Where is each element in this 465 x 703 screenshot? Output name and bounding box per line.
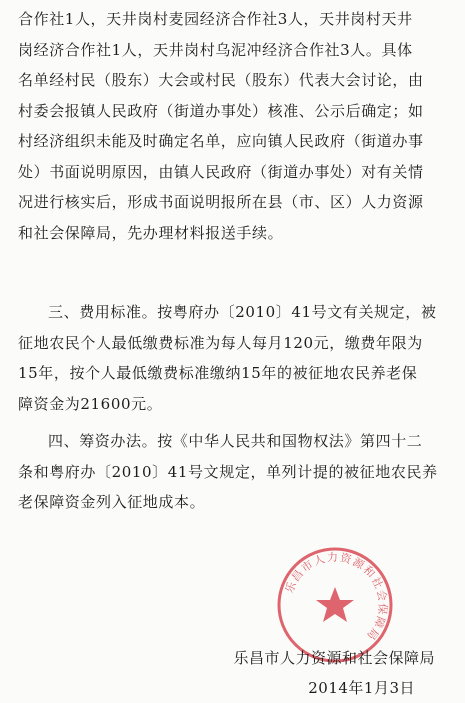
text-line: 老保障资金列入征地成本。 [18,493,206,511]
text-line: 合作社1人，天井岗村麦园经济合作社3人，天井岗村天井 [18,10,413,28]
text-line: 三、费用标准。按粤府办〔2010〕41号文有关规定，被 [48,303,437,321]
paragraph-funding-method [18,426,448,518]
text-line: 15年，按个人最低缴费标准缴纳15年的被征地农民养老保 [18,364,418,382]
text-line: 名单经村民（股东）大会或村民（股东）代表大会讨论，由 [18,71,424,89]
issue-date: 2014年1月3日 [308,679,415,697]
text-line: 处）书面说明原因，由镇人民政府（街道办事处）对有关情 [18,162,424,181]
text-line: 障资金为21600元。 [18,394,163,413]
text-line: 况进行核实后，形成书面说明报所在县（市、区）人力资源 [18,193,424,211]
issuer-name: 乐昌市人力资源和社会保障局 [233,649,435,667]
text-line: 四、筹资办法。按《中华人民共和国物权法》第四十二 [48,432,423,450]
text-line: 村委会报镇人民政府（街道办事处）核准、公示后确定；如 [18,101,424,120]
paragraph-fee-standard [18,297,448,419]
text-line: 岗经济合作社1人，天井岗村乌泥冲经济合作社3人。具体 [18,40,413,59]
text-line: 村经济组织未能及时确定名单，应向镇人民政府（街道办事 [18,132,424,150]
signature-block [233,643,435,703]
svg-text:乐昌市人力资源和社会保障局: 乐昌市人力资源和社会保障局 [282,550,390,644]
paragraph-list-details [18,4,448,248]
text-line: 和社会保障局，先办理材料报送手续。 [18,223,284,242]
text-line: 条和粤府办〔2010〕41号文规定，单列计提的被征地农民养 [18,462,438,481]
text-line: 征地农民个人最低缴费标准为每人每月120元，缴费年限为 [18,333,423,352]
